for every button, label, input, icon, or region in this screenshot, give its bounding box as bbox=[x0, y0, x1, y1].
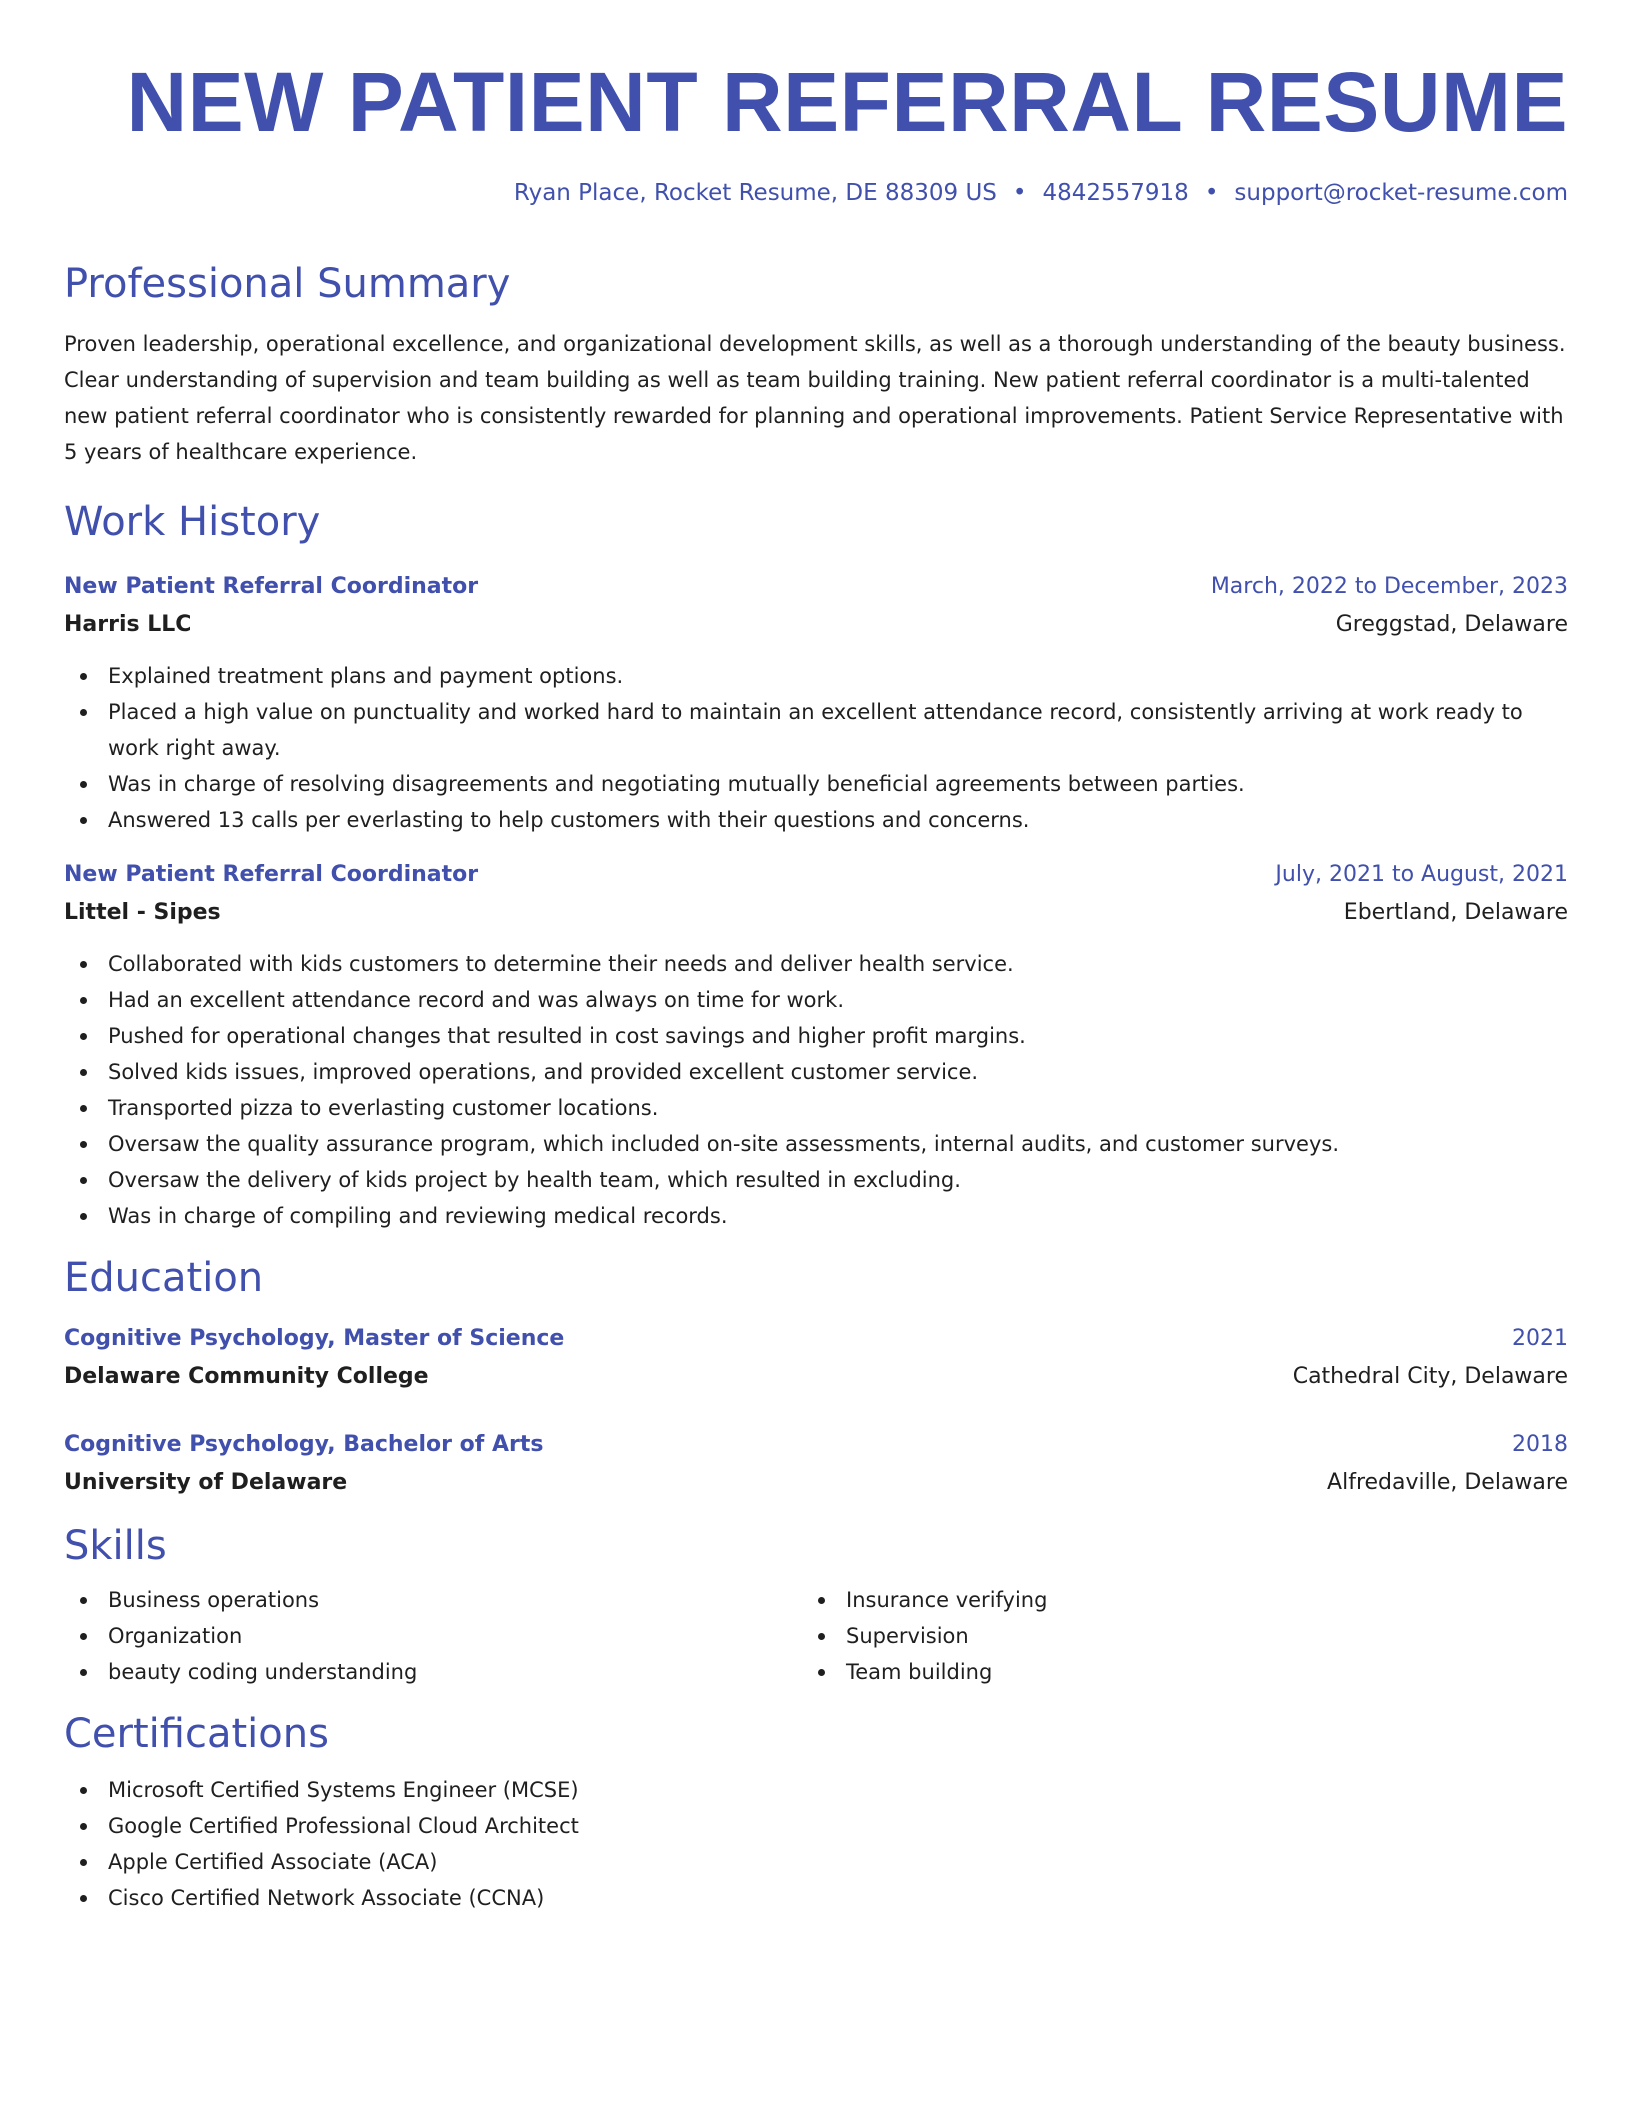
list-item: Oversaw the quality assurance program, which included on-site assessments, internal audits, and customer surveys. bbox=[64, 1126, 1568, 1162]
contact-phone[interactable]: 4842557918 bbox=[1042, 180, 1189, 206]
job-company: Littel - Sipes bbox=[64, 899, 221, 925]
list-item: Placed a high value on punctuality and worked hard to maintain an excellent attendance record, consistently arriving at work ready to work right away. bbox=[64, 694, 1568, 766]
skills-column-left bbox=[64, 1582, 802, 1690]
list-item: Had an excellent attendance record and was always on time for work. bbox=[64, 982, 1568, 1018]
list-item: Insurance verifying bbox=[802, 1582, 1568, 1618]
education-entry bbox=[64, 1426, 1568, 1502]
list-item: Explained treatment plans and payment options. bbox=[64, 658, 1568, 694]
contact-separator: • bbox=[1204, 180, 1219, 206]
list-item: Oversaw the delivery of kids project by health team, which resulted in excluding. bbox=[64, 1162, 1568, 1198]
job-location: Greggstad, Delaware bbox=[1335, 611, 1568, 637]
education-year: 2021 bbox=[1512, 1325, 1568, 1351]
list-item: Google Certified Professional Cloud Architect bbox=[64, 1808, 1568, 1844]
list-item: Solved kids issues, improved operations, and provided excellent customer service. bbox=[64, 1054, 1568, 1090]
job-role: New Patient Referral Coordinator bbox=[64, 861, 479, 887]
education-school: University of Delaware bbox=[64, 1469, 348, 1495]
list-item: Team building bbox=[802, 1654, 1568, 1690]
job-dates: July, 2021 to August, 2021 bbox=[1275, 861, 1568, 887]
job-entry bbox=[64, 856, 1568, 1234]
job-bullets bbox=[64, 946, 1568, 1234]
education-location: Alfredaville, Delaware bbox=[1327, 1469, 1568, 1495]
education-degree: Cognitive Psychology, Master of Science bbox=[64, 1325, 565, 1351]
list-item: Business operations bbox=[64, 1582, 802, 1618]
contact-email[interactable]: support@rocket-resume.com bbox=[1234, 180, 1568, 206]
work-history-heading: Work History bbox=[64, 498, 321, 545]
list-item: Collaborated with kids customers to determine their needs and deliver health service. bbox=[64, 946, 1568, 982]
education-school: Delaware Community College bbox=[64, 1363, 429, 1389]
resume-title: NEW PATIENT REFERRAL RESUME bbox=[126, 55, 1568, 149]
list-item: Microsoft Certified Systems Engineer (MCSE) bbox=[64, 1772, 1568, 1808]
job-role: New Patient Referral Coordinator bbox=[64, 573, 479, 599]
certifications-list bbox=[64, 1772, 1568, 1916]
education-entry bbox=[64, 1320, 1568, 1396]
contact-separator: • bbox=[1012, 180, 1027, 206]
job-company: Harris LLC bbox=[64, 611, 192, 637]
summary-heading: Professional Summary bbox=[64, 260, 511, 307]
summary-text: Proven leadership, operational excellence, and organizational development skills, as well as a thorough understanding of the beauty business. Clear understanding of supervision and team building as well as team building training. New patient referral coordinator is a multi-talented new patient referral coordinator who is consistently rewarded for planning and operational improvements. Patient Service Representative with 5 years of healthcare experience. bbox=[64, 331, 1566, 464]
contact-address: Ryan Place, Rocket Resume, DE 88309 US bbox=[513, 180, 997, 206]
skills-heading: Skills bbox=[64, 1522, 167, 1569]
education-year: 2018 bbox=[1512, 1431, 1568, 1457]
skills-list bbox=[64, 1582, 1568, 1690]
list-item: Transported pizza to everlasting customer locations. bbox=[64, 1090, 1568, 1126]
certifications-heading: Certifications bbox=[64, 1710, 329, 1757]
list-item: Supervision bbox=[802, 1618, 1568, 1654]
list-item: Answered 13 calls per everlasting to help customers with their questions and concerns. bbox=[64, 802, 1568, 838]
list-item: Apple Certified Associate (ACA) bbox=[64, 1844, 1568, 1880]
list-item: Organization bbox=[64, 1618, 802, 1654]
job-bullets bbox=[64, 658, 1568, 838]
skills-column-right bbox=[802, 1582, 1568, 1690]
list-item: Was in charge of resolving disagreements and negotiating mutually beneficial agreements between parties. bbox=[64, 766, 1568, 802]
job-dates: March, 2022 to December, 2023 bbox=[1210, 573, 1568, 599]
list-item: Cisco Certified Network Associate (CCNA) bbox=[64, 1880, 1568, 1916]
education-degree: Cognitive Psychology, Bachelor of Arts bbox=[64, 1431, 544, 1457]
list-item: Pushed for operational changes that resulted in cost savings and higher profit margins. bbox=[64, 1018, 1568, 1054]
contact-line bbox=[64, 180, 1568, 208]
education-location: Cathedral City, Delaware bbox=[1292, 1363, 1568, 1389]
job-location: Ebertland, Delaware bbox=[1343, 899, 1568, 925]
job-entry bbox=[64, 568, 1568, 838]
education-heading: Education bbox=[64, 1254, 264, 1301]
list-item: beauty coding understanding bbox=[64, 1654, 802, 1690]
list-item: Was in charge of compiling and reviewing medical records. bbox=[64, 1198, 1568, 1234]
